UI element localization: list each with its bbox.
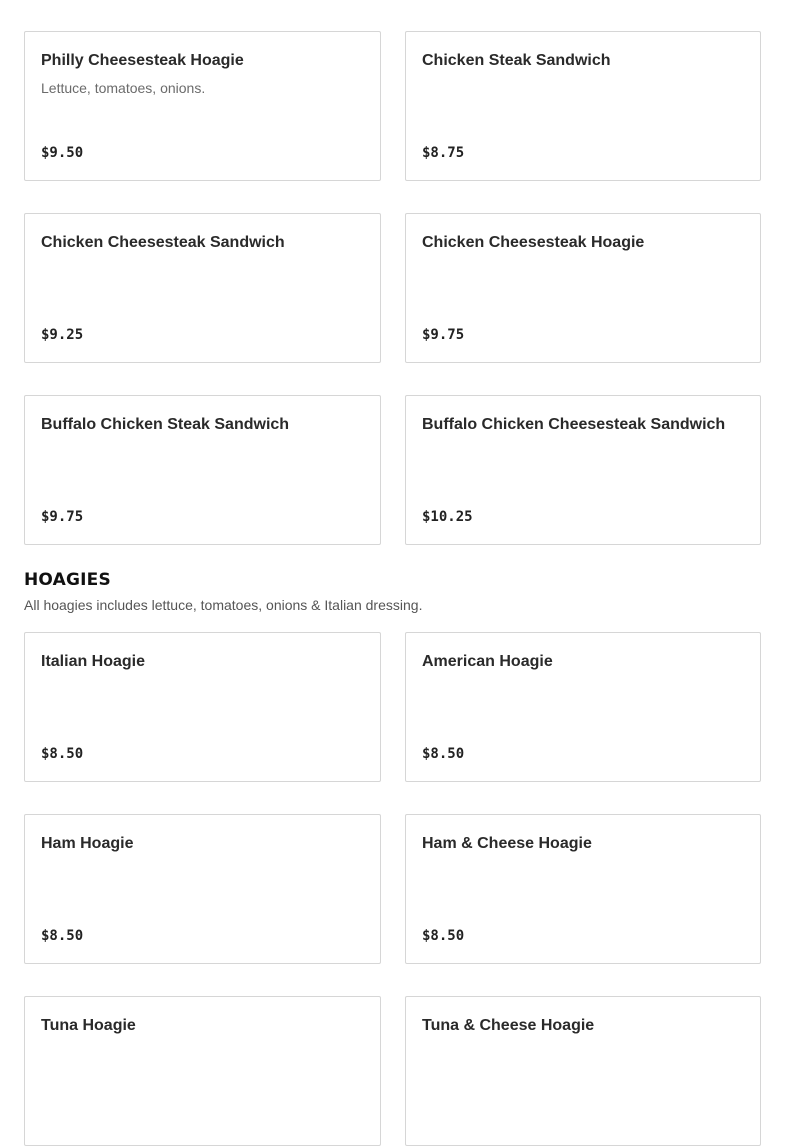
menu-item-card[interactable] [405, 31, 761, 181]
item-description: Lettuce, tomatoes, onions. [41, 80, 206, 96]
menu-item-card[interactable] [24, 996, 381, 1146]
hoagies-grid [24, 632, 761, 1146]
item-price: $9.50 [41, 145, 84, 161]
item-name: Buffalo Chicken Cheesesteak Sandwich [422, 416, 726, 433]
item-name: Chicken Steak Sandwich [422, 52, 611, 69]
item-price: $8.50 [422, 746, 465, 762]
menu-item-card[interactable] [24, 213, 381, 363]
item-name: Tuna Hoagie [41, 1017, 136, 1034]
menu-item-card[interactable] [405, 996, 761, 1146]
menu-item-card[interactable] [24, 814, 381, 964]
item-price: $9.75 [41, 509, 84, 525]
item-price: $8.50 [422, 928, 465, 944]
item-name: American Hoagie [422, 653, 553, 670]
item-name: Buffalo Chicken Steak Sandwich [41, 416, 290, 433]
item-price: $8.50 [41, 928, 84, 944]
item-price: $9.75 [422, 327, 465, 343]
item-price: $8.50 [41, 746, 84, 762]
steaks-grid [24, 31, 761, 545]
menu-item-card[interactable] [405, 213, 761, 363]
menu-item-card[interactable] [405, 395, 761, 545]
item-name: Tuna & Cheese Hoagie [422, 1017, 595, 1034]
section-description: All hoagies includes lettuce, tomatoes, onions & Italian dressing. [24, 597, 423, 613]
menu-item-card[interactable] [24, 395, 381, 545]
item-price: $9.25 [41, 327, 84, 343]
menu-item-card[interactable] [24, 31, 381, 181]
item-price: $10.25 [422, 509, 473, 525]
item-name: Ham & Cheese Hoagie [422, 835, 592, 852]
section-title: HOAGIES [24, 570, 111, 590]
item-name: Chicken Cheesesteak Sandwich [41, 234, 285, 251]
item-name: Ham Hoagie [41, 835, 134, 852]
item-name: Philly Cheesesteak Hoagie [41, 52, 244, 69]
menu-item-card[interactable] [24, 632, 381, 782]
menu-item-card[interactable] [405, 814, 761, 964]
item-name: Chicken Cheesesteak Hoagie [422, 234, 645, 251]
item-name: Italian Hoagie [41, 653, 146, 670]
hoagies-section-header [24, 569, 761, 614]
item-price: $8.75 [422, 145, 465, 161]
menu-item-card[interactable] [405, 632, 761, 782]
menu-page [24, 31, 761, 1146]
